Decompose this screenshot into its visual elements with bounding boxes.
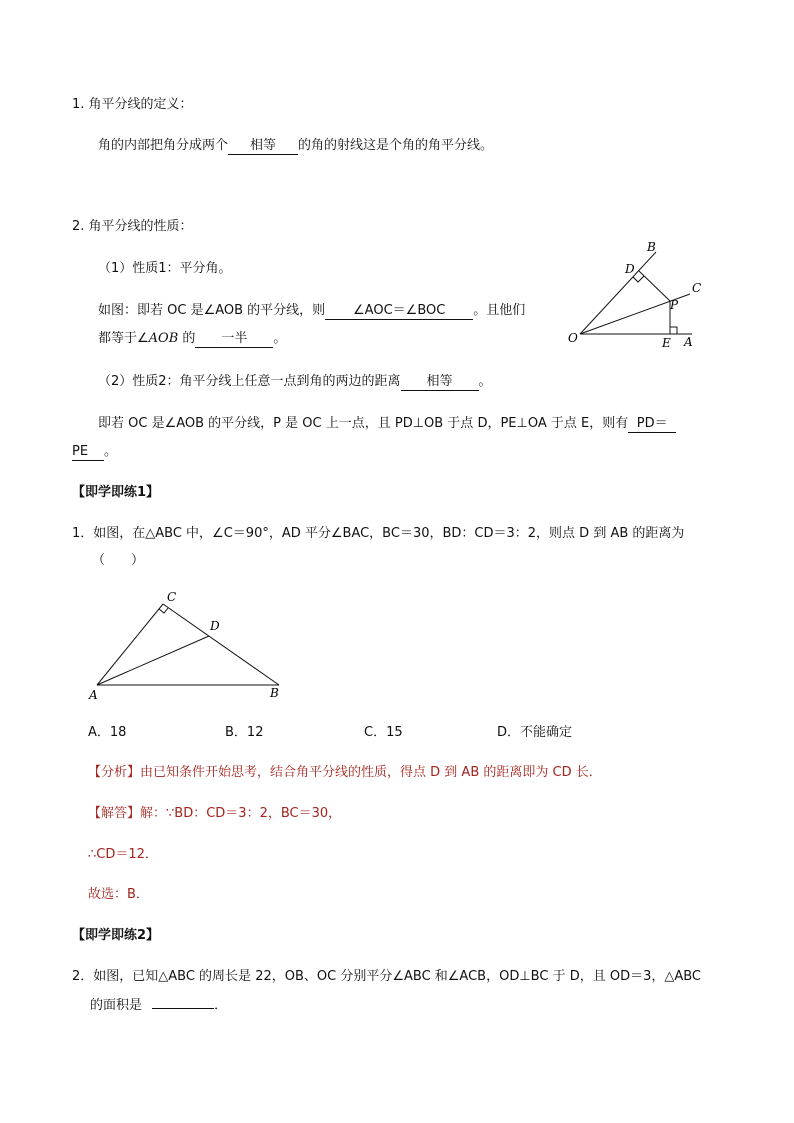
tri-label-c: C <box>167 590 177 604</box>
property1-line2-pre: 都等于∠ <box>98 331 149 346</box>
exercise2-header: 【即学即练2】 <box>72 928 160 943</box>
exercise2-question-line2: 的面积是 ． <box>90 998 228 1013</box>
ray-ob <box>580 252 656 334</box>
section2-title: 2. 角平分线的性质： <box>72 219 193 234</box>
triangle-abc-figure <box>85 586 290 704</box>
property2-statement-line1 <box>98 415 676 433</box>
property1-line1-pre: 如图：即若 OC 是∠AOB 的平分线，则 <box>98 303 326 318</box>
exercise2-question-line1: 2．如图，已知△ABC 的周长是 22，OB、OC 分别平分∠ABC 和∠ACB，OD⊥BC 于 D，且 OD＝3，△ABC <box>72 969 702 984</box>
exercise1-header: 【即学即练1】 <box>72 485 160 500</box>
label-c: C <box>692 281 702 295</box>
option-d[interactable]: D．不能确定 <box>497 725 573 740</box>
analysis-line <box>88 764 602 782</box>
analysis-tag: 【分析】 <box>88 765 141 780</box>
property1-line1-post: 。且他们 <box>473 303 526 318</box>
exercise2-answer-blank[interactable] <box>152 1008 214 1009</box>
answer-tag: 【解答】 <box>88 806 141 821</box>
label-e: E <box>662 336 671 350</box>
property1-line1 <box>98 302 525 320</box>
property2-blank-pd: PD＝ <box>628 416 676 433</box>
property1-heading: （1）性质1：平分角。 <box>98 261 232 276</box>
option-b[interactable]: B．12 <box>225 725 264 740</box>
exercise1-question: 1．如图，在△ABC 中，∠C＝90°，AD 平分∠BAC，BC＝30，BD：CD＝3：2，则点 D 到 AB 的距离为 <box>72 526 685 541</box>
right-angle-e <box>670 327 677 334</box>
label-b: B <box>647 240 656 254</box>
label-o: O <box>568 331 578 345</box>
definition-blank: 相等 <box>228 138 298 155</box>
property2-blank: 相等 <box>401 374 479 391</box>
right-angle-c <box>159 608 168 613</box>
side-ac <box>97 604 163 685</box>
definition-pre: 角的内部把角分成两个 <box>98 138 229 153</box>
analysis-text: 由已知条件开始思考，结合角平分线的性质，得点 D 到 AB 的距离即为 CD 长． <box>140 765 602 780</box>
side-cb <box>163 604 279 685</box>
segment-ad <box>97 636 209 685</box>
right-angle-d <box>633 276 644 282</box>
property2-statement-pre: 即若 OC 是∠AOB 的平分线，P 是 OC 上一点，且 PD⊥OB 于点 D，PE⊥OA 于点 E，则有 <box>98 416 629 431</box>
answer-choice: 故选：B． <box>88 887 149 902</box>
property1-blank-half: 一半 <box>195 331 273 348</box>
answer-step: ∴CD＝12． <box>88 847 158 862</box>
label-a: A <box>684 335 693 349</box>
label-p: P <box>670 298 679 312</box>
property2-pre: （2）性质2：角平分线上任意一点到角的两边的距离 <box>98 374 401 389</box>
property2-post: 。 <box>478 374 492 389</box>
tri-label-a: A <box>89 688 98 702</box>
property1-line2 <box>98 330 286 348</box>
property2-statement-line2 <box>72 443 117 461</box>
property1-line2-mid: 的 <box>178 331 196 346</box>
property1-line2-aob: AOB <box>148 331 179 346</box>
angle-bisector-figure <box>560 236 710 352</box>
label-d: D <box>625 262 635 276</box>
property2-blank-pe: PE <box>72 444 104 461</box>
exercise1-answer-paren: （ ） <box>92 553 145 568</box>
answer-line <box>88 805 341 823</box>
exercise2-question-line2-text: 的面积是 <box>90 998 143 1013</box>
definition-post: 的角的射线这是个角的角平分线。 <box>298 138 494 153</box>
segment-pd <box>639 271 670 301</box>
answer-text: 解：∵BD：CD＝3：2，BC＝30， <box>140 806 342 821</box>
property1-line2-post: 。 <box>273 331 287 346</box>
section1-title: 1. 角平分线的定义： <box>72 97 193 112</box>
definition-line <box>98 137 493 155</box>
tri-label-b: B <box>270 686 279 700</box>
tri-label-d: D <box>210 619 220 633</box>
property2-statement-post: 。 <box>104 444 118 459</box>
property2-line <box>98 373 492 391</box>
option-c[interactable]: C．15 <box>364 725 403 740</box>
property1-blank-angle: ∠AOC＝∠BOC <box>325 303 473 320</box>
option-a[interactable]: A．18 <box>88 725 127 740</box>
